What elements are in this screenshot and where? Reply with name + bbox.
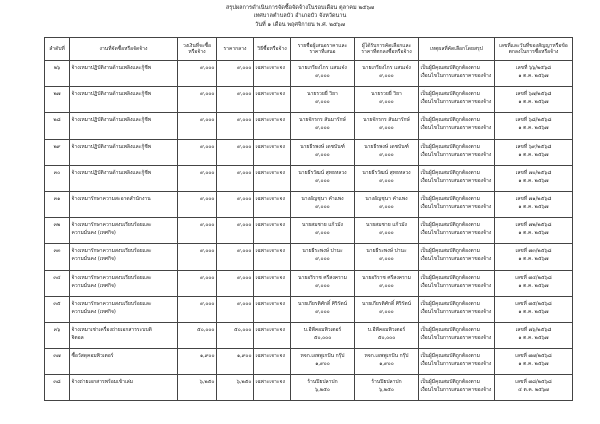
col-header-no: ลำดับที่ [45,38,70,61]
cell-contract [495,270,573,296]
cell-offer [291,218,355,244]
cell-work [70,296,178,322]
table-row [45,349,573,375]
cell-reason-line-1: เป็นผู้มีคุณสมบัติถูกต้องตาม [420,300,480,307]
cell-reason-line-1: เป็นผู้มีคุณสมบัติถูกต้องตาม [420,195,480,202]
cell-offer-line-1: นายธีระพงษ์ ปานะ [302,248,343,255]
cell-contract [495,113,573,139]
cell-offer-line-2: ๙,๐๐๐ [315,125,330,132]
cell-contract-line-2: ๑ ต.ค. ๒๕๖๗ [518,308,549,315]
cell-method: เฉพาะเจาะจง [254,61,291,87]
table-row [45,61,573,87]
cell-work [70,375,178,401]
cell-offer-line-1: หจก.เอพพูเกปัน กรุ๊ป [300,353,345,360]
cell-winner [355,244,419,270]
cell-contract-line-1: เลขที่ ๗๗/๒๕๖๘ [515,353,552,360]
cell-budget: ๙,๐๐๐ [178,113,217,139]
cell-reason [419,191,495,217]
cell-winner-line-1: นายเกียรติศักดิ์ ศิริรัตน์ [361,300,411,307]
cell-offer-line-1: นายเกรียงไกร แสนเจ๋ง [298,65,347,71]
cell-budget: ๙,๐๐๐ [178,296,217,322]
cell-contract-line-1: เลขที่ ๖๘/๒๕๖๘ [515,117,552,124]
cell-offer-line-1: นายธีรพงษ์ เดชบันฑ์ [300,143,345,150]
cell-work [70,87,178,113]
cell-offer-line-1: นายรวยยี่ วิยา [307,91,338,98]
cell-median-price: ๙,๐๐๐ [217,87,254,113]
cell-offer-line-1: นายจักรกร สันมารักษ์ [299,117,346,124]
cell-contract-line-1: เลขที่ ๗๘/๒๕๖๘ [515,379,552,386]
cell-contract [495,139,573,165]
cell-work-line-1: จ้างเหมาปฏิบัติงานด้านเพลิงและกู้ชีพ [71,117,152,124]
cell-winner [355,61,419,87]
cell-winner-line-1: นายจักรกร สันมารักษ์ [363,117,410,124]
cell-offer-line-1: นายสมชาย แก้วมัง [301,222,344,229]
table-row [45,322,573,348]
cell-winner-line-2: ๙,๐๐๐ [379,73,394,79]
cell-contract-line-2: ๑ ต.ค. ๒๕๖๗ [518,230,549,237]
cell-reason-line-2: เงื่อนไขในการเสนอราคาของจ้าง [420,387,492,394]
cell-reason-line-1: เป็นผู้มีคุณสมบัติถูกต้องตาม [420,274,480,281]
cell-budget: ๙,๐๐๐ [178,61,217,87]
cell-no: ๓๗ [45,349,70,375]
cell-contract-line-2: ๑ ต.ค. ๒๕๖๗ [518,282,549,289]
cell-contract-line-1: เลขที่ ๖๖/๒๕๖๘ [515,65,552,71]
cell-method: เฉพาะเจาะจง [254,165,291,191]
table-row [45,113,573,139]
cell-winner-line-1: นายธีรพงษ์ เดชบันฑ์ [364,143,409,150]
cell-median-price: ๙,๐๐๐ [217,244,254,270]
cell-offer-line-2: ๕๐,๐๐๐ [313,334,332,341]
cell-median-price: ๙,๐๐๐ [217,113,254,139]
cell-reason-line-1: เป็นผู้มีคุณสมบัติถูกต้องตาม [420,143,480,150]
cell-work [70,139,178,165]
cell-budget: ๙,๐๐๐ [178,165,217,191]
cell-method: เฉพาะเจาะจง [254,87,291,113]
cell-no: ๓๖ [45,322,70,348]
cell-contract [495,322,573,348]
cell-winner-line-2: ๙,๐๐๐ [379,308,394,315]
cell-contract-line-2: ๑ ต.ค. ๒๕๖๗ [518,177,549,184]
cell-median-price: ๙,๐๐๐ [217,191,254,217]
cell-budget: ๑,๙๐๐ [178,349,217,375]
cell-reason [419,139,495,165]
cell-reason-line-2: เงื่อนไขในการเสนอราคาของจ้าง [420,334,492,341]
cell-median-price: ๙,๐๐๐ [217,296,254,322]
cell-winner-line-1: นายธีรวัฒน์ สุทธหลวง [362,169,411,176]
cell-median-price: ๙,๐๐๐ [217,165,254,191]
cell-work [70,165,178,191]
cell-contract-line-1: เลขที่ ๗๖/๒๕๖๘ [515,326,552,333]
cell-work [70,322,178,348]
table-row [45,296,573,322]
cell-work-line-1: จ้างเหมารักษาความสะอาดสำนักงาน [71,195,151,202]
cell-reason-line-1: เป็นผู้มีคุณสมบัติถูกต้องตาม [420,222,480,229]
cell-reason [419,375,495,401]
cell-reason-line-2: เงื่อนไขในการเสนอราคาของจ้าง [420,125,492,132]
col-header-work: งานที่จัดซื้อหรือจัดจ้าง [70,38,178,61]
cell-contract-line-1: เลขที่ ๗๕/๒๕๖๘ [515,300,552,307]
cell-median-price: ๙,๐๐๐ [217,218,254,244]
cell-work-line-2: จิตอล [71,334,84,341]
cell-winner [355,296,419,322]
cell-contract-line-2: ๑ ต.ค. ๒๕๖๗ [518,125,549,132]
cell-winner [355,349,419,375]
cell-reason-line-1: เป็นผู้มีคุณสมบัติถูกต้องตาม [420,379,480,386]
cell-winner-line-1: บ.อีพีคอมพิวเตอร์ [367,326,406,333]
cell-work-line-1: จ้างเหมาปฏิบัติงานด้านเพลิงและกู้ชีพ [71,91,152,98]
cell-winner-line-1: นายสมชาย แก้วมัง [365,222,408,229]
cell-contract-line-1: เลขที่ ๗๓/๒๕๖๘ [515,248,552,255]
cell-median-price: ๕๐,๐๐๐ [217,322,254,348]
cell-method: เฉพาะเจาะจง [254,113,291,139]
cell-winner [355,113,419,139]
cell-work-line-2: ความมั่นคง (เทศกิจ) [71,256,116,263]
cell-offer [291,165,355,191]
cell-no: ๓๒ [45,218,70,244]
cell-no: ๓๐ [45,165,70,191]
cell-offer-line-1: ร้านปิยปลาปก [307,379,338,386]
cell-offer [291,349,355,375]
cell-median-price: ๙,๐๐๐ [217,270,254,296]
cell-no: ๓๑ [45,191,70,217]
cell-contract-line-1: เลขที่ ๖๗/๒๕๖๘ [515,91,552,98]
cell-budget: ๙,๐๐๐ [178,87,217,113]
cell-work [70,191,178,217]
cell-work-line-1: จ้างเหมารักษาความสงบเรียบร้อยและ [71,222,152,229]
cell-reason [419,218,495,244]
cell-reason [419,349,495,375]
cell-work-line-1: ซื้อวัสดุคอมพิวเตอร์ [71,353,114,360]
cell-winner-line-2: ๙,๐๐๐ [379,99,394,106]
cell-reason-line-2: เงื่อนไขในการเสนอราคาของจ้าง [420,73,492,79]
cell-offer-line-2: ๖,๒๕๐ [315,387,330,394]
cell-reason-line-1: เป็นผู้มีคุณสมบัติถูกต้องตาม [420,248,480,255]
cell-winner [355,375,419,401]
cell-contract [495,244,573,270]
cell-work [70,349,178,375]
cell-reason-line-2: เงื่อนไขในการเสนอราคาของจ้าง [420,99,492,106]
cell-work-line-1: จ้างเหมาเช่าเครื่องถ่ายเอกสารระบบดิ [71,326,152,333]
cell-offer-line-2: ๙,๐๐๐ [315,151,330,158]
cell-no: ๓๘ [45,375,70,401]
cell-offer [291,296,355,322]
cell-median-price: ๙,๐๐๐ [217,61,254,87]
cell-contract-line-1: เลขที่ ๗๑/๒๕๖๘ [515,195,552,202]
cell-winner-line-1: นายอริราช ศรีสงคราม [362,274,411,281]
cell-contract [495,191,573,217]
cell-offer-line-2: ๑,๙๐๐ [315,361,330,368]
cell-no: ๓๕ [45,296,70,322]
cell-reason-line-2: เงื่อนไขในการเสนอราคาของจ้าง [420,177,492,184]
cell-offer [291,61,355,87]
cell-method: เฉพาะเจาะจง [254,139,291,165]
cell-winner-line-2: ๙,๐๐๐ [379,177,394,184]
cell-contract-line-2: ๑ ต.ค. ๒๕๖๗ [518,256,549,263]
cell-reason-line-1: เป็นผู้มีคุณสมบัติถูกต้องตาม [420,65,480,71]
cell-work-line-1: จ้างเหมารักษาความสงบเรียบร้อยและ [71,274,152,281]
cell-no: ๒๘ [45,113,70,139]
cell-work-line-1: จ้างเหมาปฏิบัติงานด้านเพลิงและกู้ชีพ [71,143,152,150]
cell-no: ๓๔ [45,270,70,296]
cell-reason-line-1: เป็นผู้มีคุณสมบัติถูกต้องตาม [420,326,480,333]
cell-reason [419,244,495,270]
cell-method: เฉพาะเจาะจง [254,218,291,244]
document-header [0,0,600,29]
cell-offer [291,191,355,217]
cell-work-line-2: ความมั่นคง (เทศกิจ) [71,230,116,237]
cell-winner-line-2: ๙,๐๐๐ [379,151,394,158]
cell-reason-line-2: เงื่อนไขในการเสนอราคาของจ้าง [420,230,492,237]
col-header-reason: เหตุผลที่คัดเลือกโดยสรุป [419,38,495,61]
cell-reason-line-2: เงื่อนไขในการเสนอราคาของจ้าง [420,151,492,158]
cell-winner-line-2: ๖,๒๕๐ [379,387,394,394]
cell-contract-line-2: ๑ ต.ค. ๒๕๖๗ [518,99,549,106]
cell-contract-line-2: ๑ ต.ค. ๒๕๖๗ [518,73,549,79]
cell-method: เฉพาะเจาะจง [254,191,291,217]
col-header-median-price: ราคากลาง [217,38,254,61]
table-row [45,87,573,113]
cell-budget: ๙,๐๐๐ [178,218,217,244]
cell-contract-line-2: ๑ ต.ค. ๒๕๖๗ [518,334,549,341]
document-date: วันที่ ๑ เดือน พฤศจิกายน พ.ศ. ๒๕๖๗ [255,21,345,28]
table-header-row [45,38,573,61]
cell-work-line-2: ความมั่นคง (เทศกิจ) [71,282,116,289]
cell-budget: ๙,๐๐๐ [178,270,217,296]
cell-winner-line-2: ๙,๐๐๐ [379,256,394,263]
cell-winner-line-2: ๙,๐๐๐ [379,125,394,132]
cell-offer [291,270,355,296]
col-header-contract: เลขที่และวันที่ของสัญญาหรือข้อตกลงในการซื้อหรือจ้าง [495,38,573,61]
cell-offer-line-2: ๙,๐๐๐ [315,256,330,263]
cell-offer [291,113,355,139]
cell-contract-line-2: ๑ ต.ค. ๒๕๖๗ [518,203,549,210]
cell-contract [495,218,573,244]
cell-median-price: ๑,๙๐๐ [217,349,254,375]
cell-winner [355,270,419,296]
cell-contract [495,349,573,375]
cell-work-line-1: จ้างเหมารักษาความสงบเรียบร้อยและ [71,248,152,255]
cell-winner-line-1: นางอัญชุนา คำแพง [365,195,408,202]
cell-offer-line-1: นายเกียรติศักดิ์ ศิริรัตน์ [297,300,347,307]
table-row [45,191,573,217]
cell-no: ๓๓ [45,244,70,270]
cell-reason-line-1: เป็นผู้มีคุณสมบัติถูกต้องตาม [420,91,480,98]
cell-winner-line-2: ๑,๙๐๐ [379,361,394,368]
cell-offer-line-1: บ.อีพีคอมพิวเตอร์ [303,326,342,333]
cell-work-line-1: จ้างเหมารักษาความสงบเรียบร้อยและ [71,300,152,307]
agency-name: เทศบาลตำบลบัว อำเภอบัว จังหวัดนาน [253,13,347,20]
cell-winner-line-2: ๙,๐๐๐ [379,230,394,237]
cell-contract [495,165,573,191]
cell-method: เฉพาะเจาะจง [254,270,291,296]
cell-work-line-2: ความมั่นคง (เทศกิจ) [71,308,116,315]
cell-reason [419,87,495,113]
cell-winner [355,218,419,244]
cell-winner-line-2: ๕๐,๐๐๐ [377,334,396,341]
cell-method: เฉพาะเจาะจง [254,375,291,401]
col-header-winner: ผู้ได้รับการคัดเลือกและราคาที่ตกลงซื้อหรือจ้าง [355,38,419,61]
col-header-offers: รายชื่อผู้เสนอราคาและราคาที่เสนอ [291,38,355,61]
cell-budget: ๙,๐๐๐ [178,191,217,217]
cell-work [70,61,178,87]
cell-offer-line-2: ๙,๐๐๐ [315,99,330,106]
cell-no: ๒๗ [45,87,70,113]
cell-work [70,244,178,270]
cell-reason [419,61,495,87]
table-row [45,165,573,191]
cell-winner-line-1: นายรวยยี่ วิยา [371,91,402,98]
cell-offer [291,244,355,270]
cell-work-line-1: จ้างเหมาปฏิบัติงานด้านเพลิงและกู้ชีพ [71,65,152,71]
cell-offer [291,139,355,165]
procurement-table [44,37,573,401]
cell-reason-line-2: เงื่อนไขในการเสนอราคาของจ้าง [420,256,492,263]
cell-reason [419,113,495,139]
cell-reason-line-1: เป็นผู้มีคุณสมบัติถูกต้องตาม [420,117,480,124]
cell-offer-line-1: นายอริราช ศรีสงคราม [298,274,347,281]
cell-reason-line-2: เงื่อนไขในการเสนอราคาของจ้าง [420,308,492,315]
cell-offer-line-2: ๙,๐๐๐ [315,177,330,184]
cell-offer-line-2: ๙,๐๐๐ [315,282,330,289]
table-row [45,270,573,296]
cell-reason-line-2: เงื่อนไขในการเสนอราคาของจ้าง [420,361,492,368]
cell-offer [291,322,355,348]
cell-offer [291,87,355,113]
cell-contract-line-1: เลขที่ ๖๙/๒๕๖๘ [515,143,552,150]
cell-method: เฉพาะเจาะจง [254,322,291,348]
col-header-budget: วงเงินที่จะซื้อหรือจ้าง [178,38,217,61]
cell-contract-line-2: ๑ ต.ค. ๒๕๖๗ [518,361,549,368]
cell-winner-line-1: นายธีระพงษ์ ปานะ [366,248,407,255]
cell-reason-line-1: เป็นผู้มีคุณสมบัติถูกต้องตาม [420,169,480,176]
cell-offer-line-2: ๙,๐๐๐ [315,308,330,315]
cell-method: เฉพาะเจาะจง [254,296,291,322]
cell-reason-line-2: เงื่อนไขในการเสนอราคาของจ้าง [420,282,492,289]
document-title: สรุปผลการดำเนินการจัดซื้อจัดจ้างในรอบเดือน ตุลาคม ๒๕๖๗ [225,5,375,11]
cell-contract [495,296,573,322]
cell-offer-line-2: ๙,๐๐๐ [315,203,330,210]
cell-winner-line-2: ๙,๐๐๐ [379,282,394,289]
cell-contract-line-2: ๑ ต.ค. ๒๕๖๗ [518,151,549,158]
cell-reason [419,322,495,348]
cell-contract-line-1: เลขที่ ๗๔/๒๕๖๘ [515,274,552,281]
cell-winner [355,139,419,165]
cell-offer-line-1: นางอัญชุนา คำแพง [301,195,344,202]
cell-contract-line-1: เลขที่ ๗๐/๒๕๖๘ [515,169,552,176]
cell-reason-line-2: เงื่อนไขในการเสนอราคาของจ้าง [420,203,492,210]
cell-winner [355,322,419,348]
cell-budget: ๖,๒๕๐ [178,375,217,401]
table-row [45,218,573,244]
cell-budget: ๙,๐๐๐ [178,139,217,165]
col-header-method: วิธีซื้อหรือจ้าง [254,38,291,61]
cell-method: เฉพาะเจาะจง [254,244,291,270]
cell-budget: ๙,๐๐๐ [178,244,217,270]
table-row [45,244,573,270]
cell-contract [495,61,573,87]
cell-work-line-1: จ้างเหมาปฏิบัติงานด้านเพลิงและกู้ชีพ [71,169,152,176]
cell-winner [355,165,419,191]
cell-work [70,270,178,296]
cell-method: เฉพาะเจาะจง [254,349,291,375]
cell-reason-line-1: เป็นผู้มีคุณสมบัติถูกต้องตาม [420,353,480,360]
cell-contract-line-2: ๔ ต.ค. ๒๕๖๗ [518,387,549,394]
cell-reason [419,270,495,296]
table-row [45,375,573,401]
cell-work-line-1: จ้างถ่ายเอกสารพร้อมเข้าเล่ม [71,379,134,386]
cell-offer-line-1: นายธีรวัฒน์ สุทธหลวง [298,169,347,176]
cell-winner [355,87,419,113]
cell-work [70,113,178,139]
cell-reason [419,296,495,322]
cell-no: ๒๖ [45,61,70,87]
table-row [45,139,573,165]
cell-winner-line-2: ๙,๐๐๐ [379,203,394,210]
cell-offer-line-2: ๙,๐๐๐ [315,230,330,237]
cell-winner-line-1: ร้านปิยปลาปก [371,379,402,386]
cell-contract-line-1: เลขที่ ๗๒/๒๕๖๘ [515,222,552,229]
cell-winner-line-1: นายเกรียงไกร แสนเจ๋ง [362,65,411,71]
cell-median-price: ๙,๐๐๐ [217,139,254,165]
cell-contract [495,375,573,401]
cell-offer-line-2: ๙,๐๐๐ [315,73,330,79]
cell-winner-line-1: หจก.เอพพูเกปัน กรุ๊ป [364,353,409,360]
cell-budget: ๕๐,๐๐๐ [178,322,217,348]
cell-reason [419,165,495,191]
cell-median-price: ๖,๒๕๐ [217,375,254,401]
cell-offer [291,375,355,401]
cell-work [70,218,178,244]
cell-no: ๒๙ [45,139,70,165]
cell-winner [355,191,419,217]
cell-contract [495,87,573,113]
